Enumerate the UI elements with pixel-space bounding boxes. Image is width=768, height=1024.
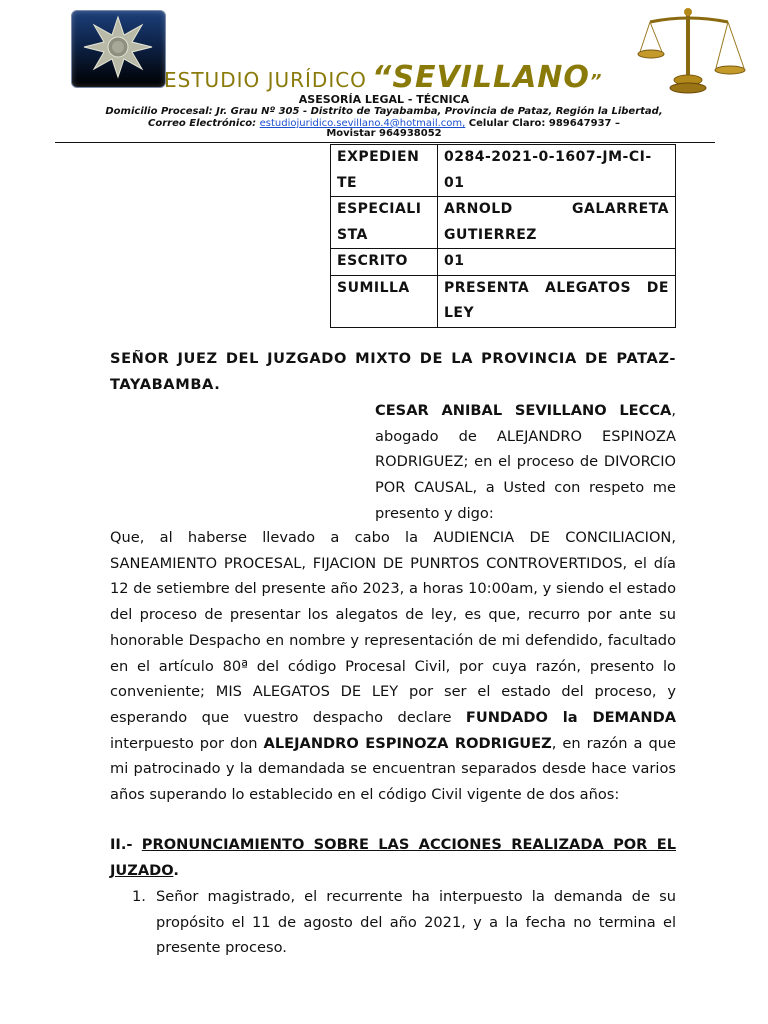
firm-name-prefix: ESTUDIO JURÍDICO bbox=[164, 68, 367, 92]
section-heading bbox=[110, 832, 676, 883]
sumilla-value: PRESENTA ALEGATOS DE LEY bbox=[438, 275, 676, 327]
main-paragraph bbox=[110, 525, 676, 808]
addressee: SEÑOR JUEZ DEL JUZGADO MIXTO DE LA PROVINCIA DE PATAZ-TAYABAMBA. bbox=[110, 350, 676, 393]
sumilla-label: SUMILLA bbox=[331, 275, 438, 327]
expediente-label: EXPEDIEN TE bbox=[331, 145, 438, 197]
star-badge-icon bbox=[71, 10, 166, 88]
escrito-label: ESCRITO bbox=[331, 249, 438, 276]
heading-number: II.- bbox=[110, 836, 142, 853]
heading-text: PRONUNCIAMIENTO SOBRE LAS ACCIONES REALIZADA POR EL JUZADO bbox=[110, 836, 676, 879]
header-divider bbox=[55, 142, 715, 143]
table-row bbox=[331, 249, 676, 276]
lawyer-name: CESAR ANIBAL SEVILLANO LECCA bbox=[375, 402, 672, 419]
expediente-value: 0284-2021-0-1607-JM-CI-01 bbox=[438, 145, 676, 197]
escrito-value: 01 bbox=[438, 249, 676, 276]
table-row bbox=[331, 197, 676, 249]
table-row bbox=[331, 275, 676, 327]
firm-name-close-quote: ” bbox=[589, 71, 602, 92]
firm-name-open-quote: “ bbox=[372, 60, 393, 95]
para-bold-name: ALEJANDRO ESPINOZA RODRIGUEZ bbox=[263, 734, 552, 752]
firm-name-brand: SEVILLANO bbox=[392, 60, 590, 95]
table-row bbox=[331, 145, 676, 197]
case-info-table bbox=[330, 144, 676, 328]
especialista-label: ESPECIALI STA bbox=[331, 197, 438, 249]
intro-text: , abogado de ALEJANDRO ESPINOZA RODRIGUEZ; en el proceso de DIVORCIO POR CAUSAL, a Usted con respeto me presento y digo: bbox=[375, 402, 676, 522]
para-text-a: Que, al haberse llevado a cabo la AUDIENCIA DE CONCILIACION, SANEAMIENTO PROCESAL, FIJACION DE PUNRTOS CONTROVERTIDOS, el día 12 de setiembre del presente año 2023, a horas 10:00am, y siendo el estado del proceso de presentar los alegatos de ley, es que, recurro por ante su honorable Despacho en nombre y representación de mi defendido, facultado en el artículo 80ª del código Procesal Civil, por cuya razón, presento lo conveniente; MIS ALEGATOS DE LEY por ser el estado del proceso, y esperando que vuestro despacho declare bbox=[110, 529, 676, 726]
phone-movistar: Movistar 964938052 bbox=[326, 128, 442, 139]
intro-paragraph bbox=[375, 398, 676, 527]
firm-name bbox=[164, 60, 602, 95]
firm-subtitle: ASESORÍA LEGAL - TÉCNICA bbox=[298, 93, 470, 106]
heading-end: . bbox=[173, 861, 179, 879]
email-link[interactable]: estudiojuridico.sevillano.4@hotmail.com, bbox=[259, 118, 466, 129]
domicilio-line: Domicilio Procesal: Jr. Grau Nº 305 - Distrito de Tayabamba, Provincia de Pataz, Región la Libertad, bbox=[105, 106, 663, 117]
scales-of-justice-icon bbox=[636, 4, 752, 96]
para-text-b: interpuesto por don bbox=[110, 734, 264, 752]
correo-label: Correo Electrónico: bbox=[148, 118, 257, 129]
list-item-text: Señor magistrado, el recurrente ha interpuesto la demanda de su propósito el 11 de agosto del año 2021, y a la fecha no termina el presente proceso. bbox=[156, 888, 676, 957]
para-text-c: , en razón a que mi patrocinado y la demandada se encuentran separados desde hace varios años superando lo establecido en el código Civil vigente de dos años: bbox=[110, 734, 676, 804]
phone-claro: Celular Claro: 989647937 – bbox=[465, 118, 620, 129]
para-bold-fundado: FUNDADO la DEMANDA bbox=[465, 708, 676, 726]
especialista-value: ARNOLD GALARRETA GUTIERREZ bbox=[438, 197, 676, 249]
list-item-number: 1. bbox=[132, 888, 146, 905]
